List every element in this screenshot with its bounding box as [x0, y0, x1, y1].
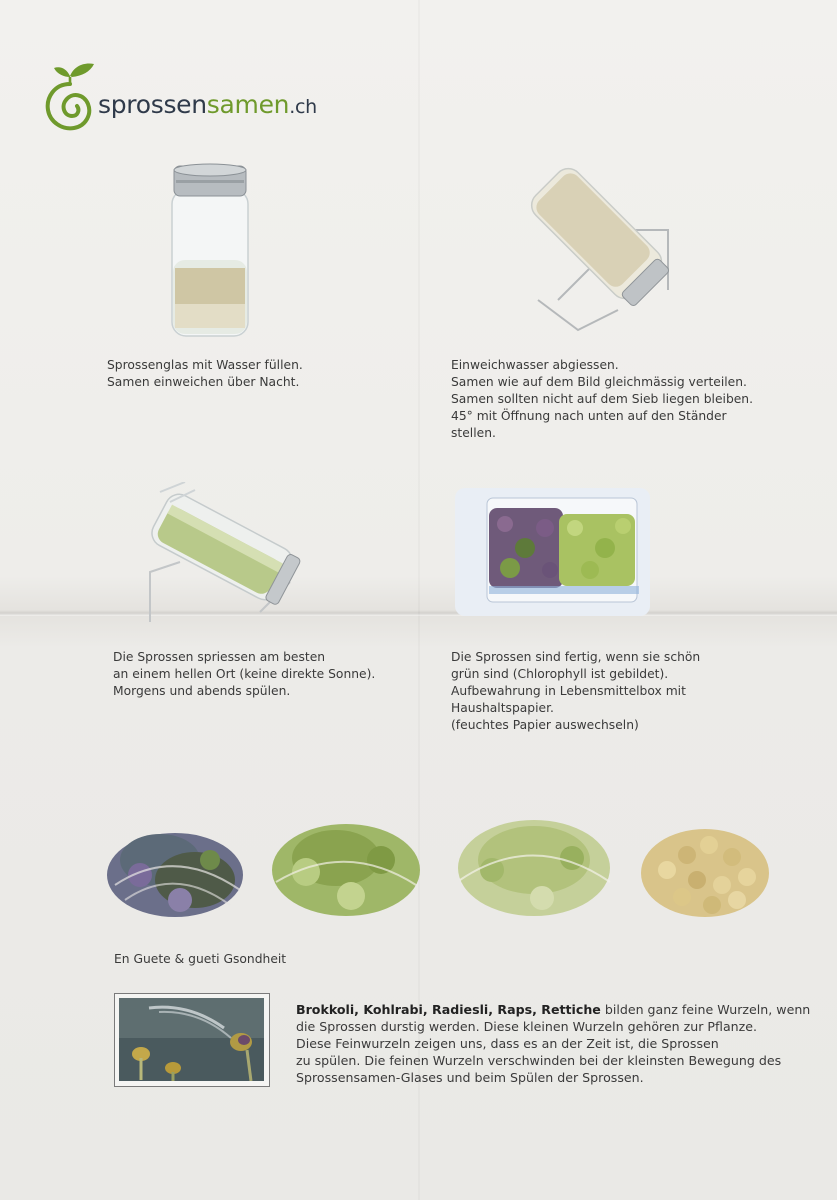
note-line-1-rest: bilden ganz feine Wurzeln, wenn: [600, 1002, 811, 1017]
note-line-1: [296, 1001, 810, 1018]
step-2-line: stellen.: [451, 426, 496, 440]
fine-roots-photo: [119, 998, 264, 1081]
sprout-heap-alfalfa-image: [452, 800, 617, 925]
sprout-spiral-icon: [44, 58, 96, 132]
brand-name-part1: sprossen: [98, 89, 207, 119]
step-4-line: grün sind (Chlorophyll ist gebildet).: [451, 667, 669, 681]
note-line-3: Diese Feinwurzeln zeigen uns, dass es an der Zeit ist, die Sprossen: [296, 1036, 719, 1051]
jar-sprouting-image: [140, 482, 305, 632]
fine-roots-note: [296, 1001, 810, 1086]
brand-name: [98, 90, 317, 119]
step-3-caption: [113, 649, 375, 700]
jar-soaking-image: [160, 160, 260, 342]
step-1-line: Samen einweichen über Nacht.: [107, 375, 300, 389]
note-line-4: zu spülen. Die feinen Wurzeln verschwinden bei der kleinsten Bewegung des: [296, 1053, 782, 1068]
brand-logo: [44, 58, 317, 132]
sprout-heap-chickpea-image: [637, 815, 772, 925]
step-2-line: Einweichwasser abgiessen.: [451, 358, 619, 372]
note-line-5: Sprossensamen-Glases und beim Spülen der Sprossen.: [296, 1070, 644, 1085]
step-4-line: (feuchtes Papier auswechseln): [451, 718, 639, 732]
step-2-line: Samen wie auf dem Bild gleichmässig verteilen.: [451, 375, 747, 389]
step-1-caption: [107, 357, 303, 391]
step-2-line: Samen sollten nicht auf dem Sieb liegen bleiben.: [451, 392, 754, 406]
step-4-caption: [451, 649, 700, 734]
greeting-line: En Guete & gueti Gsondheit: [114, 952, 287, 966]
note-vegetable-list: Brokkoli, Kohlrabi, Radiesli, Raps, Rettiche: [296, 1002, 601, 1017]
note-line-2: die Sprossen durstig werden. Diese kleinen Wurzeln gehören zur Pflanze.: [296, 1019, 758, 1034]
fine-roots-image: [114, 993, 270, 1087]
step-2-caption: [451, 357, 753, 442]
step-4-line: Die Sprossen sind fertig, wenn sie schön: [451, 650, 701, 664]
paper-fold: [0, 610, 837, 616]
sprout-heap-green-image: [266, 800, 426, 925]
step-3-line: Die Sprossen spriessen am besten: [113, 650, 326, 664]
jar-on-stand-image: [518, 150, 678, 335]
brand-name-part2: samen: [206, 89, 290, 119]
sprout-heap-purple-image: [100, 805, 250, 925]
sprouts-storage-box-image: [455, 488, 650, 616]
step-3-line: Morgens und abends spülen.: [113, 684, 291, 698]
step-3-line: an einem hellen Ort (keine direkte Sonne).: [113, 667, 376, 681]
step-2-line: 45° mit Öffnung nach unten auf den Ständer: [451, 409, 727, 423]
step-4-line: Aufbewahrung in Lebensmittelbox mit: [451, 684, 686, 698]
brand-name-tld: .ch: [289, 95, 317, 118]
step-4-line: Haushaltspapier.: [451, 701, 554, 715]
greeting-text: [114, 951, 286, 968]
step-1-line: Sprossenglas mit Wasser füllen.: [107, 358, 303, 372]
